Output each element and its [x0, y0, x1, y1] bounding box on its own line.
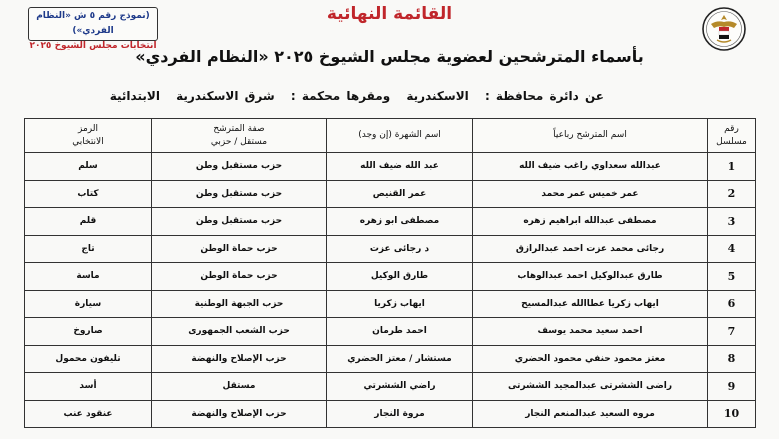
court-level-value: الابتدائية	[109, 89, 160, 103]
cell-name: احمد سعيد محمد يوسف	[473, 318, 708, 346]
header-serial-line1: رقم	[724, 123, 739, 134]
eagle-emblem-icon	[701, 6, 747, 52]
cell-symbol: كتاب	[25, 180, 152, 208]
cell-type: حزب مستقبل وطن	[152, 208, 327, 236]
header-type-line2: مستقل / حزبي	[210, 136, 268, 147]
cell-serial: 10	[708, 400, 756, 428]
table-row	[25, 180, 756, 208]
cell-serial: 2	[708, 180, 756, 208]
cell-symbol: ماسة	[25, 263, 152, 291]
header-type-line1: صفة المترشح	[213, 123, 265, 134]
court-value: شرق الاسكندرية	[176, 89, 275, 103]
cell-symbol: قلم	[25, 208, 152, 236]
cell-type: حزب مستقبل وطن	[152, 153, 327, 181]
table-header-row	[25, 119, 756, 153]
election-label: انتخابات مجلس الشيوخ ٢٠٢٥	[29, 41, 157, 51]
table-row	[25, 208, 756, 236]
cell-type: حزب الجبهة الوطنية	[152, 290, 327, 318]
cell-symbol: أسد	[25, 373, 152, 401]
cell-fame: مستشار / معتز الحضري	[327, 345, 473, 373]
cell-fame: مروة النجار	[327, 400, 473, 428]
candidates-table	[24, 118, 756, 428]
table-row	[25, 345, 756, 373]
cell-symbol: تاج	[25, 235, 152, 263]
header-fame: اسم الشهرة (إن وجد)	[327, 119, 473, 153]
header-symbol-line1: الرمز	[78, 123, 98, 134]
form-model-label: (نموذج رقم ٥ ش «النظام الفردي»)	[36, 11, 150, 36]
cell-serial: 3	[708, 208, 756, 236]
cell-symbol: تليفون محمول	[25, 345, 152, 373]
cell-type: حزب الإصلاح والنهضة	[152, 400, 327, 428]
table-row	[25, 400, 756, 428]
cell-fame: د رجائى عزت	[327, 235, 473, 263]
cell-name: راضى الششرتى عبدالمجيد الششرتى	[473, 373, 708, 401]
table-row	[25, 290, 756, 318]
cell-serial: 4	[708, 235, 756, 263]
cell-name: طارق عبدالوكيل احمد عبدالوهاب	[473, 263, 708, 291]
cell-serial: 8	[708, 345, 756, 373]
header-symbol	[25, 119, 152, 153]
cell-serial: 9	[708, 373, 756, 401]
cell-type: حزب مستقبل وطن	[152, 180, 327, 208]
cell-type: حزب حماة الوطن	[152, 263, 327, 291]
cell-name: ايهاب زكريا عطاالله عبدالمسيح	[473, 290, 708, 318]
table-row	[25, 263, 756, 291]
cell-serial: 6	[708, 290, 756, 318]
cell-type: مستقل	[152, 373, 327, 401]
header-symbol-line2: الانتخابي	[72, 136, 104, 147]
header-serial-line2: مسلسل	[716, 136, 747, 147]
cell-fame: طارق الوكيل	[327, 263, 473, 291]
document-title: بأسماء المترشحين لعضوية مجلس الشيوخ ٢٠٢٥ «النظام الفردي»	[135, 47, 644, 66]
cell-name: رجائى محمد عزت احمد عبدالرازق	[473, 235, 708, 263]
cell-fame: راضي الششرتي	[327, 373, 473, 401]
table-row	[25, 318, 756, 346]
cell-type: حزب الشعب الجمهورى	[152, 318, 327, 346]
court-label: ومقرها محكمة :	[290, 89, 391, 103]
cell-symbol: سيارة	[25, 290, 152, 318]
header-serial	[708, 119, 756, 153]
cell-fame: احمد طرمان	[327, 318, 473, 346]
header-name: اسم المترشح رباعياً	[473, 119, 708, 153]
cell-type: حزب حماة الوطن	[152, 235, 327, 263]
cell-fame: مصطفى ابو زهره	[327, 208, 473, 236]
final-list-title: القائمة النهائية	[326, 4, 453, 24]
cell-symbol: عنقود عنب	[25, 400, 152, 428]
cell-symbol: سلم	[25, 153, 152, 181]
cell-name: معتز محمود حنفي محمود الحضري	[473, 345, 708, 373]
cell-type: حزب الإصلاح والنهضة	[152, 345, 327, 373]
table-row	[25, 153, 756, 181]
cell-serial: 1	[708, 153, 756, 181]
governorate-value: الاسكندرية	[406, 89, 469, 103]
cell-name: عمر خميس عمر محمد	[473, 180, 708, 208]
cell-fame: عمر القنيص	[327, 180, 473, 208]
cell-serial: 5	[708, 263, 756, 291]
cell-fame: ايهاب زكريا	[327, 290, 473, 318]
district-line	[100, 89, 604, 103]
cell-name: عبدالله سعداوي راغب ضيف الله	[473, 153, 708, 181]
table-row	[25, 235, 756, 263]
cell-fame: عبد الله ضيف الله	[327, 153, 473, 181]
cell-serial: 7	[708, 318, 756, 346]
district-label: عن دائرة محافظة :	[484, 89, 604, 103]
header-type	[152, 119, 327, 153]
cell-name: مروه السعيد عبدالمنعم النجار	[473, 400, 708, 428]
cell-name: مصطفى عبدالله ابراهيم زهره	[473, 208, 708, 236]
cell-symbol: صاروخ	[25, 318, 152, 346]
table-row	[25, 373, 756, 401]
